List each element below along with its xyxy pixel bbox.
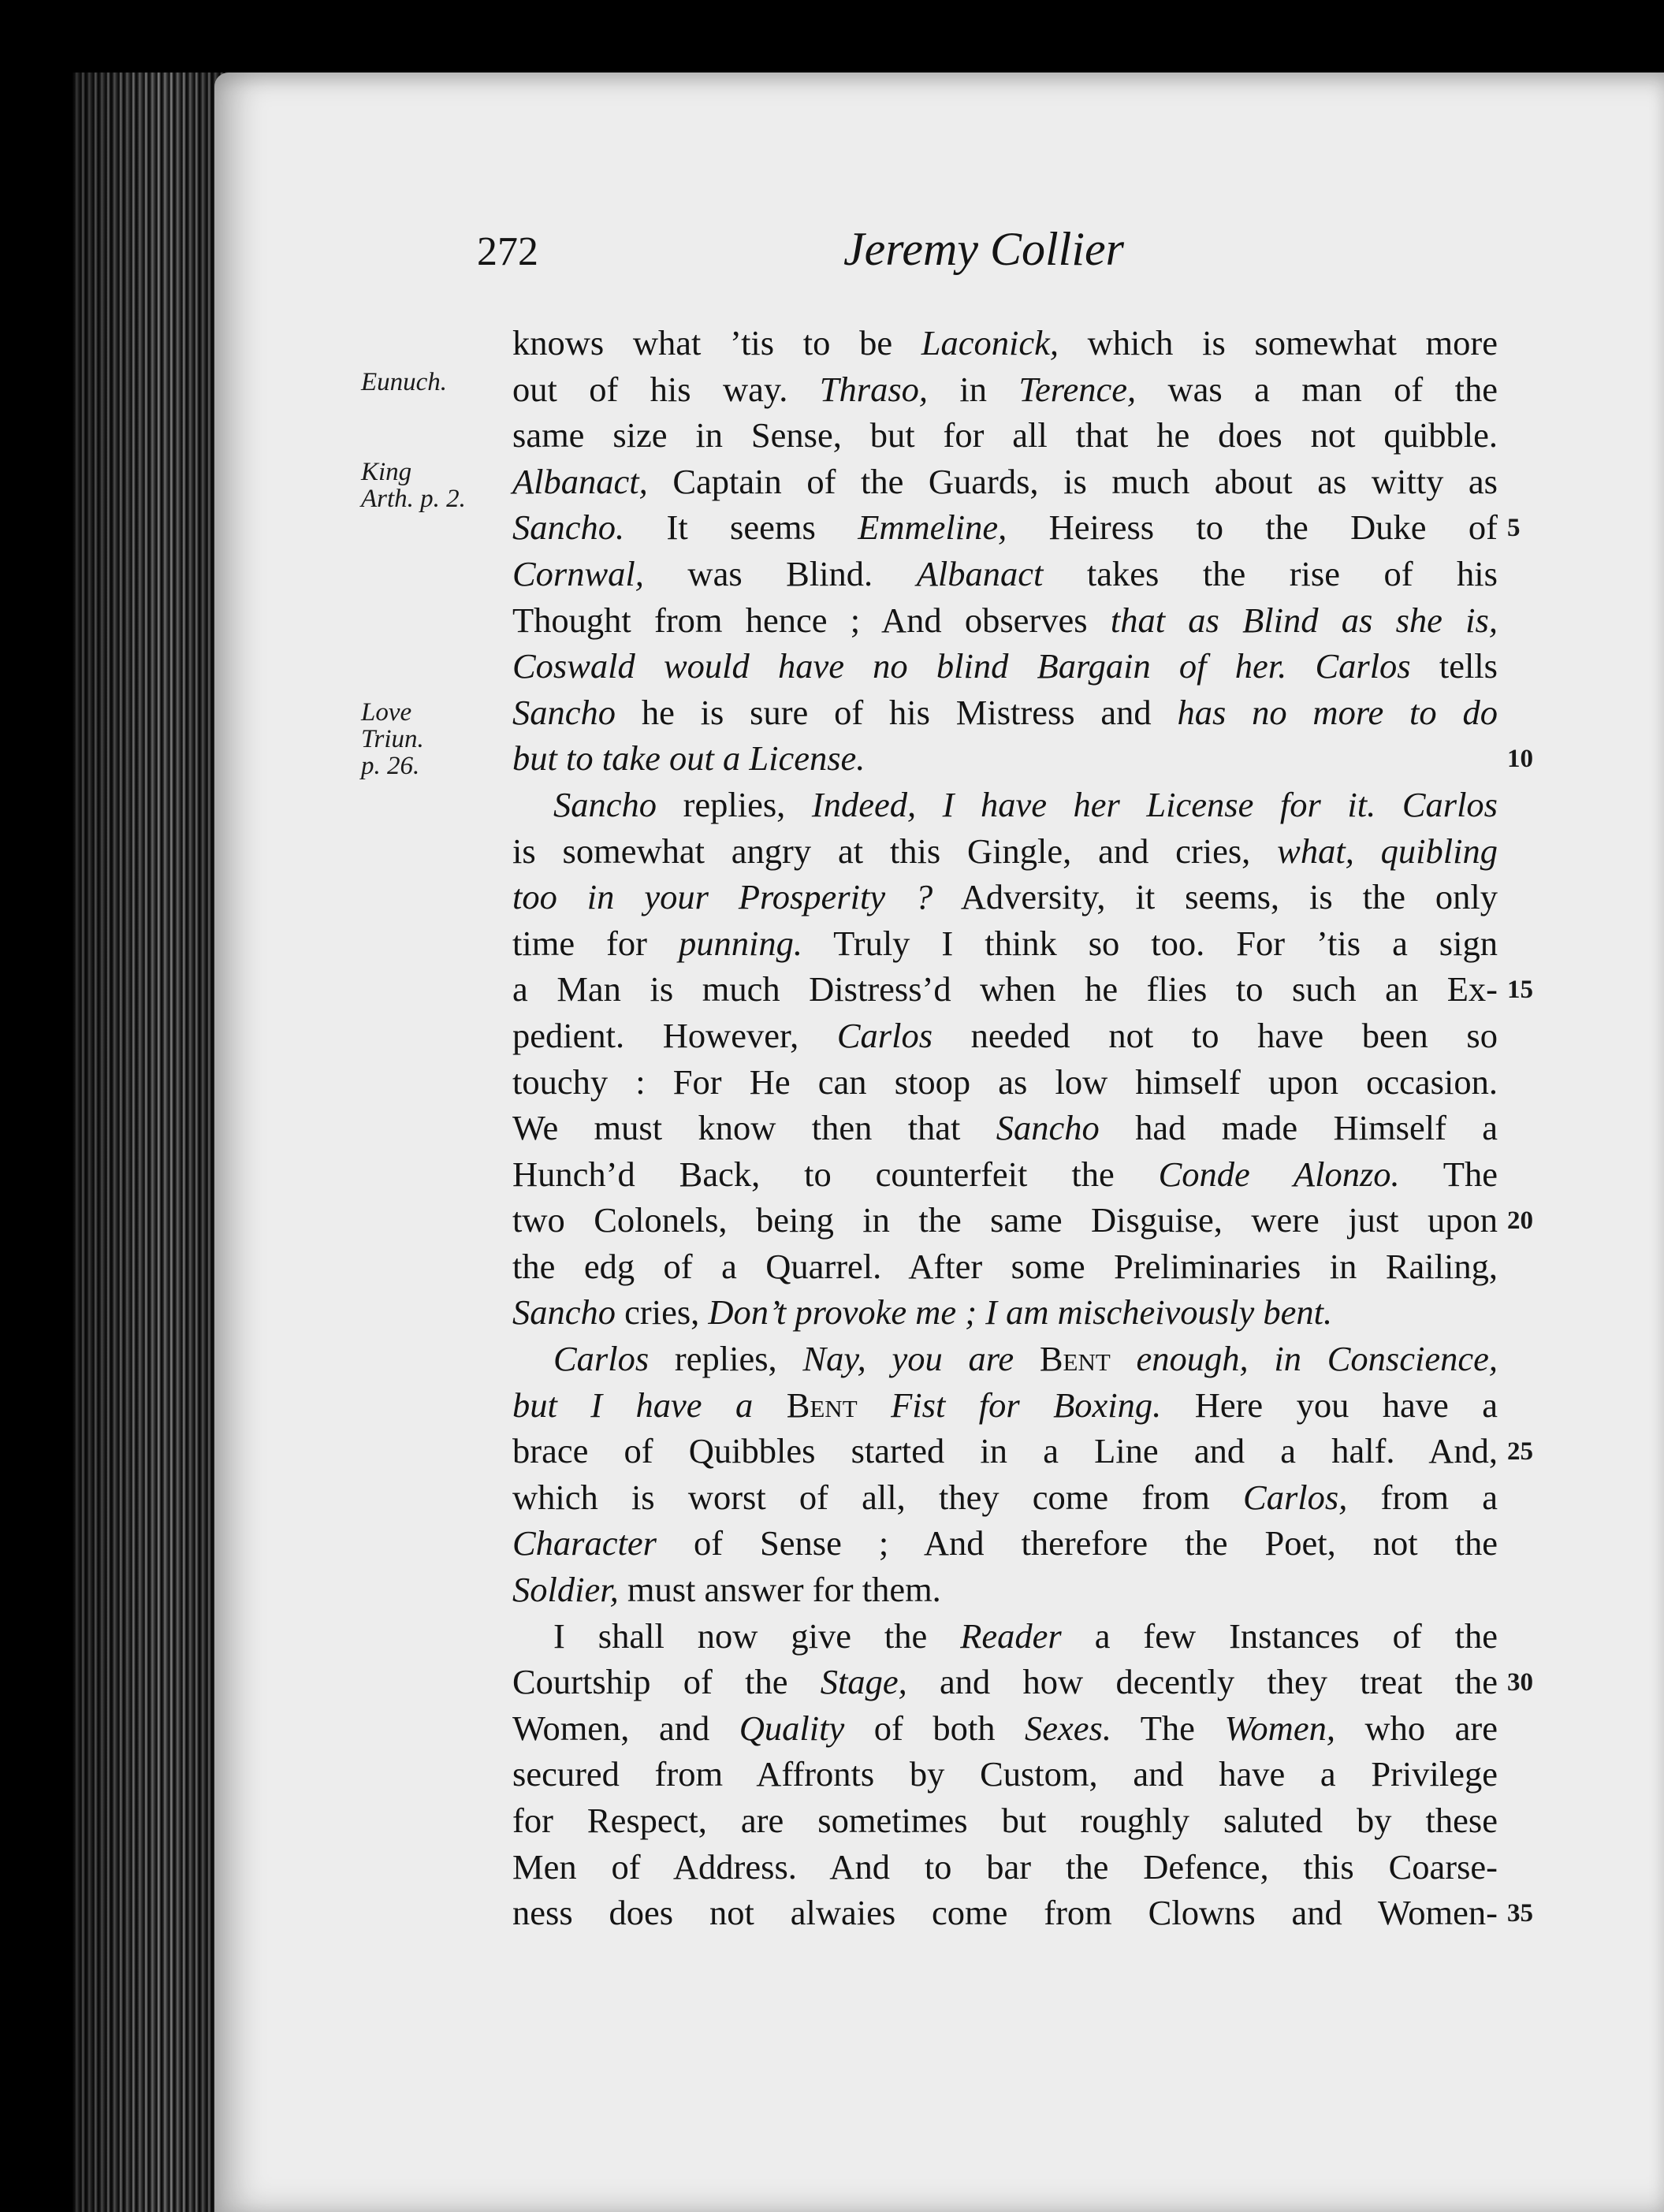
- italic-text: Emmeline,: [858, 507, 1007, 548]
- text-run: the edg of a Quarrel. After some Preliminaries in Railing,: [512, 1246, 1498, 1286]
- text-line: [512, 966, 1498, 1013]
- text-run: was Blind.: [643, 553, 917, 593]
- text-run: touchy : For He can stoop as low himself upon occasion.: [512, 1061, 1498, 1102]
- italic-text: Quality: [739, 1708, 845, 1748]
- italic-text: Character: [512, 1523, 657, 1563]
- italic-text: Soldier,: [512, 1570, 619, 1610]
- running-title: Jeremy Collier: [843, 223, 1124, 275]
- italic-text: Laconick,: [921, 323, 1059, 362]
- text-run: he is sure of his Mistress and: [616, 692, 1178, 732]
- text-run: replies,: [657, 784, 812, 824]
- italic-text: what, quibling: [1277, 831, 1498, 871]
- italic-text: but to take out a License.: [512, 738, 866, 779]
- text-line: [512, 735, 1498, 782]
- text-run: who are: [1335, 1708, 1498, 1748]
- text-run: of Sense ; And therefore the Poet, not the: [656, 1523, 1498, 1563]
- line-number: 15: [1507, 976, 1533, 1005]
- text-run: had made Himself a: [1099, 1108, 1498, 1148]
- running-head: [0, 223, 1664, 292]
- text-line: [512, 1844, 1498, 1890]
- text-run: knows what ’tis to be: [512, 323, 921, 362]
- italic-text: Albanact: [916, 553, 1044, 593]
- text-run: which is somewhat more: [1059, 323, 1498, 362]
- text-run: pedient. However,: [512, 1015, 837, 1055]
- text-line: [512, 320, 1498, 366]
- line-number: 25: [1507, 1437, 1533, 1467]
- text-line: [512, 1244, 1498, 1290]
- text-run: takes the rise of his: [1043, 553, 1498, 593]
- italic-text: Indeed, I have her License for it. Carlos: [811, 784, 1498, 824]
- text-line: [512, 412, 1498, 459]
- italic-text: Albanact,: [512, 461, 648, 501]
- italic-text: Women,: [1224, 1708, 1335, 1748]
- text-line: [512, 920, 1498, 967]
- text-line: [512, 1289, 1498, 1336]
- text-run: ness does not alwaies come from Clowns and Women-: [512, 1893, 1498, 1933]
- italic-text: Sancho: [553, 784, 657, 824]
- text-line: [512, 1336, 1498, 1382]
- italic-text: Conde Alonzo.: [1158, 1154, 1400, 1194]
- italic-text: Sancho: [996, 1108, 1100, 1148]
- italic-text: Terence,: [1018, 369, 1137, 409]
- margin-note-eunuch: Eunuch.: [361, 368, 448, 396]
- text-run: Thought from hence ; And observes: [512, 600, 1111, 640]
- italic-text: Don’t provoke me ; I am mischeivously bent.: [708, 1292, 1333, 1333]
- body-text: [512, 320, 1498, 1936]
- margin-note-king-arthur: King Arth. p. 2.: [361, 458, 466, 513]
- text-line: [512, 1890, 1498, 1936]
- line-number: 10: [1507, 745, 1533, 774]
- text-line: [512, 1567, 1498, 1613]
- line-number: 35: [1507, 1899, 1533, 1928]
- text-run: which is worst of all, they come from: [512, 1477, 1244, 1517]
- text-line: [512, 551, 1498, 597]
- text-run: Truly I think so too. For ’tis a sign: [802, 923, 1498, 963]
- text-run: needed not to have been so: [933, 1015, 1498, 1055]
- italic-text: punning.: [678, 923, 802, 963]
- text-run: We must know then that: [512, 1108, 996, 1148]
- text-run: and how decently they treat the: [906, 1662, 1498, 1702]
- page-number: 272: [477, 229, 538, 274]
- text-run: time for: [512, 923, 679, 963]
- italic-text: Sancho: [512, 1292, 616, 1333]
- text-line: [512, 1520, 1498, 1567]
- text-run: is somewhat angry at this Gingle, and cries,: [512, 831, 1278, 871]
- text-line: [512, 1013, 1498, 1059]
- text-line: [512, 1705, 1498, 1752]
- text-line: [512, 1151, 1498, 1198]
- text-run: brace of Quibbles started in a Line and a half. And,: [512, 1431, 1498, 1471]
- margin-note-love-triumphant: Love Triun. p. 26.: [361, 698, 424, 780]
- text-run: cries,: [616, 1292, 709, 1333]
- text-line: [512, 366, 1498, 413]
- italic-text: too in your Prosperity ?: [512, 877, 933, 917]
- text-line: [512, 1059, 1498, 1106]
- italic-text: Carlos: [836, 1015, 933, 1055]
- text-run: out of his way.: [512, 369, 820, 409]
- italic-text: Sancho: [512, 692, 616, 732]
- text-line: [512, 1659, 1498, 1705]
- text-run: tells: [1410, 646, 1498, 686]
- italic-text: Cornwal,: [512, 553, 644, 593]
- italic-text: Sancho.: [512, 507, 625, 548]
- text-line: [512, 1197, 1498, 1244]
- italic-text: Carlos,: [1243, 1477, 1348, 1517]
- italic-text: Thraso,: [819, 369, 929, 409]
- text-run: Adversity, it seems, is the only: [933, 877, 1498, 917]
- text-line: [512, 1474, 1498, 1521]
- italic-text: has no more to do: [1177, 692, 1498, 732]
- text-run: for Respect, are sometimes but roughly saluted by these: [512, 1801, 1498, 1840]
- text-line: [512, 1105, 1498, 1151]
- italic-text: Stage,: [820, 1662, 907, 1702]
- text-line: [512, 1428, 1498, 1474]
- text-run: Hunch’d Back, to counterfeit the: [512, 1154, 1159, 1194]
- text-run: must answer for them.: [618, 1570, 941, 1610]
- line-number: 20: [1507, 1206, 1533, 1236]
- text-line: [512, 690, 1498, 736]
- text-line: [512, 643, 1498, 690]
- text-run: Courtship of the: [512, 1662, 821, 1702]
- text-line: [512, 1613, 1498, 1660]
- text-run: replies,: [649, 1339, 803, 1379]
- italic-text: but I have a: [512, 1385, 787, 1425]
- text-run: was a man of the: [1136, 369, 1498, 409]
- text-line: [512, 874, 1498, 920]
- text-run: in: [928, 369, 1019, 409]
- italic-text: Reader: [960, 1615, 1062, 1656]
- text-run: of both: [844, 1708, 1026, 1748]
- italic-text: that as Blind as she is,: [1110, 600, 1498, 640]
- text-line: [512, 1797, 1498, 1844]
- italic-text: Fist for Boxing.: [857, 1385, 1162, 1425]
- text-run: a few Instances of the: [1061, 1615, 1498, 1656]
- text-run: secured from Affronts by Custom, and have a Privilege: [512, 1754, 1498, 1794]
- text-run: a Man is much Distress’d when he flies to such an Ex-: [512, 969, 1498, 1009]
- italic-text: Sexes.: [1025, 1708, 1111, 1748]
- text-line: [512, 504, 1498, 551]
- text-line: [512, 828, 1498, 875]
- small-caps-text: Bent: [786, 1385, 858, 1425]
- text-run: same size in Sense, but for all that he does not quibble.: [512, 415, 1498, 455]
- text-run: The: [1399, 1154, 1498, 1194]
- line-number: 5: [1507, 514, 1521, 543]
- small-caps-text: Bent: [1039, 1339, 1111, 1379]
- text-run: from a: [1347, 1477, 1498, 1517]
- page-edge-shadow: [73, 72, 230, 2212]
- italic-text: Nay, you are: [802, 1339, 1040, 1379]
- text-run: two Colonels, being in the same Disguise, were just upon: [512, 1200, 1498, 1240]
- text-line: [512, 1382, 1498, 1429]
- text-run: It seems: [624, 507, 858, 548]
- text-line: [512, 782, 1498, 828]
- text-line: [512, 1751, 1498, 1797]
- line-number: 30: [1507, 1668, 1533, 1697]
- italic-text: enough, in Conscience,: [1110, 1339, 1498, 1379]
- text-line: [512, 597, 1498, 644]
- text-run: Men of Address. And to bar the Defence, this Coarse-: [512, 1846, 1498, 1887]
- text-run: Here you have a: [1161, 1385, 1498, 1425]
- text-run: Captain of the Guards, is much about as witty as: [647, 461, 1498, 501]
- text-line: [512, 459, 1498, 505]
- text-run: Women, and: [512, 1708, 739, 1748]
- italic-text: Coswald would have no blind Bargain of her. Carlos: [512, 646, 1411, 686]
- text-run: I shall now give the: [553, 1615, 961, 1656]
- text-run: The: [1111, 1708, 1225, 1748]
- text-run: Heiress to the Duke of: [1007, 507, 1498, 548]
- italic-text: Carlos: [553, 1339, 650, 1379]
